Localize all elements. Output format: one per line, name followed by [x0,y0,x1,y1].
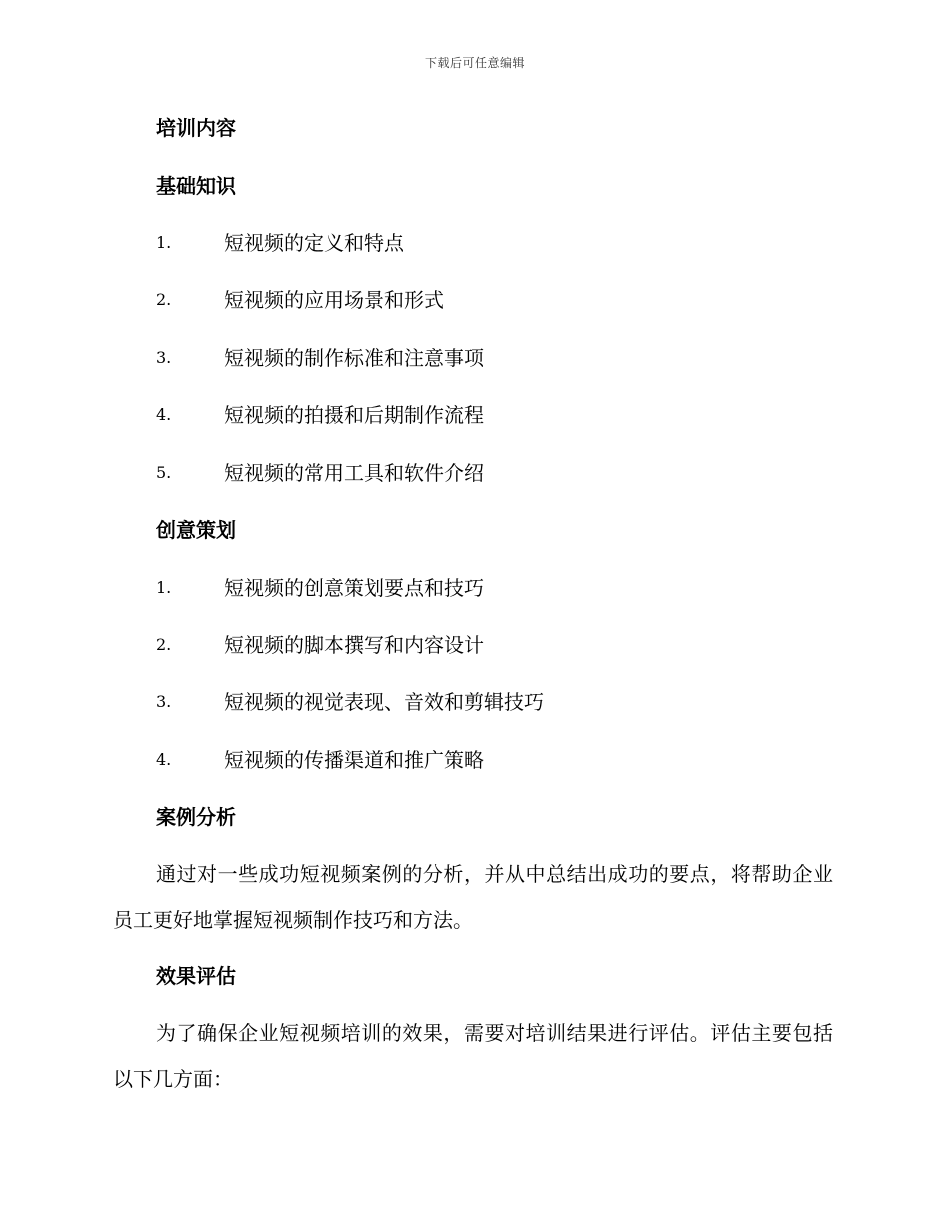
basic-knowledge-heading: 基础知识 [156,174,236,198]
list-item [156,686,796,718]
list-number: 4. [156,750,172,769]
list-number: 5. [156,463,172,482]
list-number: 3. [156,348,172,367]
list-text: 短视频的创意策划要点和技巧 [224,576,484,600]
list-text: 短视频的制作标准和注意事项 [224,346,484,370]
list-number: 3. [156,692,172,711]
list-item [156,572,796,604]
evaluation-heading: 效果评估 [156,964,236,988]
list-item [156,227,796,259]
list-item [156,284,796,316]
list-text: 短视频的应用场景和形式 [224,288,444,312]
list-number: 1. [156,578,172,597]
header-note: 下载后可任意编辑 [424,56,525,70]
list-item [156,399,796,431]
list-number: 2. [156,635,172,654]
list-item [156,629,796,661]
list-text: 短视频的视觉表现、音效和剪辑技巧 [224,690,544,714]
list-number: 1. [156,233,172,252]
list-item [156,342,796,374]
list-item [156,744,796,776]
case-analysis-heading: 案例分析 [156,805,236,829]
list-text: 短视频的传播渠道和推广策略 [224,748,484,772]
list-text: 短视频的脚本撰写和内容设计 [224,633,484,657]
creative-planning-heading: 创意策划 [156,518,236,542]
case-analysis-paragraph: 通过对一些成功短视频案例的分析，并从中总结出成功的要点，将帮助企业员工更好地掌握短视频制作技巧和方法。 [113,862,833,932]
list-number: 2. [156,290,172,309]
list-number: 4. [156,405,172,424]
evaluation-paragraph: 为了确保企业短视频培训的效果，需要对培训结果进行评估。评估主要包括以下几方面： [113,1021,833,1091]
list-text: 短视频的常用工具和软件介绍 [224,461,484,485]
list-text: 短视频的拍摄和后期制作流程 [224,403,484,427]
list-item [156,457,796,489]
list-text: 短视频的定义和特点 [224,231,404,255]
section-title: 培训内容 [156,116,236,140]
